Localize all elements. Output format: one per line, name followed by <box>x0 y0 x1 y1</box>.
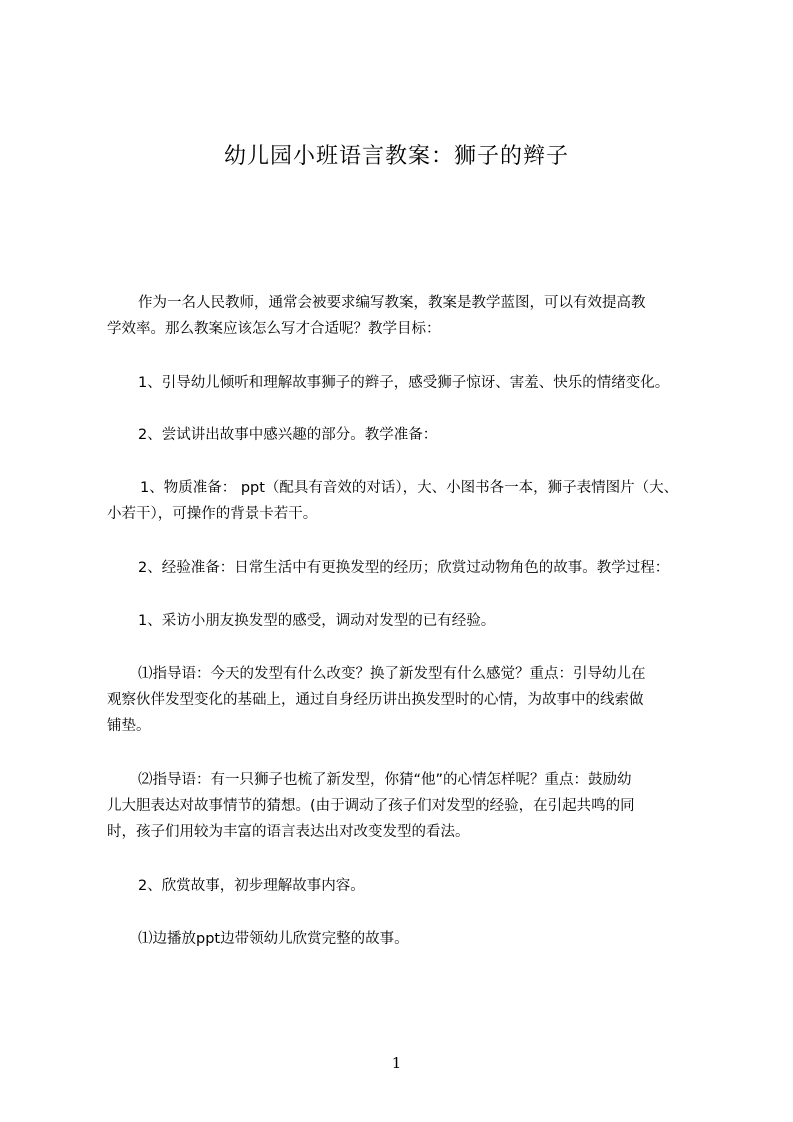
guide-2-line-2: 儿大胆表达对故事情节的猜想。(由于调动了孩子们对发型的经验，在引起共鸣的同 <box>107 798 635 814</box>
procedure-2: 2、欣赏故事，初步理解故事内容。 <box>138 878 365 894</box>
step-1: ⑴边播放ppt边带领幼儿欣赏完整的故事。 <box>138 931 409 947</box>
prep-1-line-2: 小若干），可操作的背景卡若干。 <box>107 506 318 522</box>
guide-1-line-2: 观察伙伴发型变化的基础上，通过自身经历讲出换发型时的心情，为故事中的线索做 <box>107 692 644 708</box>
prep-1-line-1: 1、物质准备： ppt（配具有音效的对话），大、小图书各一本，狮子表情图片（大、 <box>140 480 679 496</box>
document-title: 幼儿园小班语言教案：狮子的辫子 <box>223 144 569 169</box>
prep-2: 2、经验准备：日常生活中有更换发型的经历；欣赏过动物角色的故事。教学过程： <box>138 560 670 576</box>
goal-1: 1、引导幼儿倾听和理解故事狮子的辫子，感受狮子惊讶、害羞、快乐的情绪变化。 <box>138 375 670 391</box>
page-number: 1 <box>391 1054 402 1072</box>
intro-line-2: 学效率。那么教案应该怎么写才合适呢？教学目标： <box>107 321 441 337</box>
guide-1-line-3: 铺垫。 <box>107 718 151 734</box>
guide-2-line-1: ⑵指导语：有一只狮子也梳了新发型，你猜“他”的心情怎样呢？重点：鼓励幼 <box>138 772 632 788</box>
procedure-1: 1、采访小朋友换发型的感受，调动对发型的已有经验。 <box>138 613 496 629</box>
intro-line-1: 作为一名人民教师，通常会被要求编写教案，教案是教学蓝图，可以有效提高教 <box>138 295 646 311</box>
guide-1-line-1: ⑴指导语：今天的发型有什么改变？换了新发型有什么感觉？重点：引导幼儿在 <box>138 666 646 682</box>
goal-2: 2、尝试讲出故事中感兴趣的部分。教学准备： <box>138 427 438 443</box>
guide-2-line-3: 时，孩子们用较为丰富的语言表达出对改变发型的看法。 <box>107 824 470 840</box>
